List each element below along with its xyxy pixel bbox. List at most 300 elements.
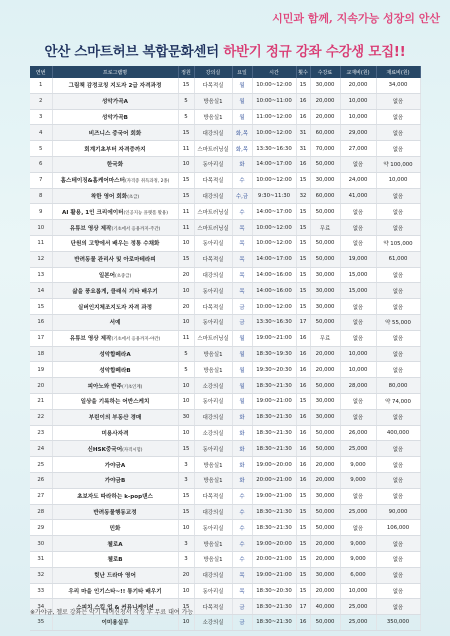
table-cell: 5 [30, 141, 52, 157]
table-cell: 7 [30, 172, 52, 188]
table-cell: 15 [296, 583, 310, 599]
course-name: 가야금B [104, 478, 126, 485]
column-header: 횟수 [296, 66, 310, 78]
table-cell: 소강의실 [194, 615, 232, 631]
table-cell: 9,000 [340, 536, 376, 552]
column-header: 교재비(원) [340, 66, 376, 78]
table-cell: 약 74,000 [376, 393, 420, 409]
course-name: 스피치 스킬 업 & 커뮤니케이션 [76, 604, 154, 611]
table-cell: 15 [296, 488, 310, 504]
table-cell: 15 [296, 283, 310, 299]
table-cell: 11:00~12:00 [252, 109, 296, 125]
course-name: 부린이의 부동산 경매 [88, 415, 142, 422]
table-cell: 목 [232, 583, 252, 599]
table-cell: 16 [30, 314, 52, 330]
course-name: 착한 영어 회화 [90, 193, 128, 200]
table-cell: 29 [30, 520, 52, 536]
course-name-cell [52, 172, 178, 188]
table-row [30, 267, 420, 283]
table-cell: 60,000 [310, 125, 340, 141]
course-name-cell [52, 251, 178, 267]
course-name-cell [52, 488, 178, 504]
course-name: 우리 마을 인기스타~!! 통기타 배우기 [68, 588, 162, 595]
table-cell: 90,000 [376, 504, 420, 520]
table-cell: 22 [30, 409, 52, 425]
course-subtitle: (자격시험) [122, 447, 143, 453]
table-row [30, 393, 420, 409]
course-name-cell [52, 267, 178, 283]
table-cell: 18:30~21:30 [252, 441, 296, 457]
table-cell: 50,000 [310, 425, 340, 441]
table-cell: 61,000 [376, 251, 420, 267]
table-cell: 10 [178, 425, 194, 441]
course-name: 홈스테이징&홈케어마스터 [60, 178, 125, 185]
table-cell: 30,000 [310, 393, 340, 409]
table-cell: 없음 [340, 409, 376, 425]
table-cell: 16 [296, 93, 310, 109]
table-row [30, 93, 420, 109]
table-cell: 금 [232, 299, 252, 315]
table-cell: 30,000 [310, 267, 340, 283]
table-row [30, 188, 420, 204]
table-cell: 16 [296, 472, 310, 488]
course-name-cell [52, 188, 178, 204]
table-cell: 40,000 [310, 599, 340, 615]
table-cell: 15 [296, 567, 310, 583]
course-name: 신HSK중국어 [87, 446, 123, 453]
table-cell: 16 [296, 109, 310, 125]
table-cell: 10,000 [340, 346, 376, 362]
table-cell: 2 [30, 93, 52, 109]
table-cell: 32 [296, 188, 310, 204]
table-cell: 수 [232, 172, 252, 188]
table-cell: 4 [30, 125, 52, 141]
table-cell: 14 [30, 283, 52, 299]
table-header-row [30, 66, 420, 78]
table-cell: 금 [232, 314, 252, 330]
table-cell: 대강의실 [194, 267, 232, 283]
table-cell: 15 [296, 299, 310, 315]
table-cell: 없음 [376, 567, 420, 583]
table-row [30, 314, 420, 330]
table-cell: 10 [178, 520, 194, 536]
table-cell: 5 [178, 109, 194, 125]
course-name-cell [52, 362, 178, 378]
table-cell: 6 [30, 156, 52, 172]
table-cell: 없음 [376, 125, 420, 141]
table-cell: 3 [30, 109, 52, 125]
table-cell: 5 [178, 362, 194, 378]
table-row [30, 78, 420, 93]
table-cell: 방음실1 [194, 362, 232, 378]
table-cell: 10:00~12:00 [252, 235, 296, 251]
table-cell: 50,000 [310, 504, 340, 520]
table-cell: 화 [232, 156, 252, 172]
course-name: 성악합페라B [99, 367, 131, 374]
table-cell: 없음 [340, 204, 376, 220]
table-cell: 대강의실 [194, 125, 232, 141]
course-name-cell [52, 125, 178, 141]
table-cell: 30,000 [310, 78, 340, 93]
course-name: 민화 [109, 525, 121, 532]
table-cell: 12 [30, 251, 52, 267]
table-cell: 없음 [376, 204, 420, 220]
course-name: 삶을 풍요롭게, 클래식 기타 배우기 [72, 288, 158, 295]
table-row [30, 283, 420, 299]
table-cell: 9,000 [340, 551, 376, 567]
table-cell: 다목적실 [194, 172, 232, 188]
course-name-cell [52, 109, 178, 125]
table-cell: 19:00~21:00 [252, 488, 296, 504]
course-name-cell [52, 425, 178, 441]
table-cell: 15 [296, 204, 310, 220]
course-name: 유튜브 영상 제작 [69, 225, 112, 232]
table-cell: 없음 [376, 599, 420, 615]
course-name-cell [52, 330, 178, 346]
table-cell: 13:30~16:30 [252, 141, 296, 157]
table-cell: 15 [296, 520, 310, 536]
table-cell: 6,000 [340, 567, 376, 583]
table-cell: 동아리실 [194, 520, 232, 536]
table-row [30, 346, 420, 362]
title-accent: 하반기 정규 강좌 수강생 모집!! [223, 44, 406, 60]
table-cell: 14:00~17:00 [252, 251, 296, 267]
table-row [30, 615, 420, 631]
table-cell: 20,000 [310, 346, 340, 362]
table-cell: 20,000 [310, 536, 340, 552]
table-cell: 소강의실 [194, 378, 232, 394]
table-cell: 15 [296, 393, 310, 409]
course-name-cell [52, 93, 178, 109]
table-row [30, 109, 420, 125]
table-cell: 수 [232, 504, 252, 520]
table-cell: 월 [232, 109, 252, 125]
table-cell: 50,000 [310, 251, 340, 267]
page-title [0, 40, 450, 60]
table-cell: 20 [178, 299, 194, 315]
table-cell: 29,000 [340, 125, 376, 141]
table-row [30, 235, 420, 251]
course-name-cell [52, 472, 178, 488]
table-cell: 다목적실 [194, 299, 232, 315]
table-cell: 10 [178, 283, 194, 299]
table-cell: 없음 [340, 299, 376, 315]
table-cell: 15 [30, 299, 52, 315]
table-cell: 화 [232, 441, 252, 457]
table-cell: 무료 [310, 220, 340, 236]
course-name: 첼로A [107, 541, 123, 548]
table-cell: 스마트러닝실 [194, 330, 232, 346]
table-cell: 14:00~16:00 [252, 267, 296, 283]
table-cell: 스마트러닝실 [194, 141, 232, 157]
table-cell: 15 [178, 488, 194, 504]
table-cell: 17 [30, 330, 52, 346]
table-cell: 25,000 [340, 504, 376, 520]
table-cell: 없음 [376, 488, 420, 504]
table-cell: 3 [178, 457, 194, 473]
table-cell: 목 [232, 220, 252, 236]
table-cell: 106,000 [376, 520, 420, 536]
course-subtitle: (자격증 취득과정, 2종) [124, 179, 170, 185]
table-cell: 15 [178, 504, 194, 520]
table-cell: 27,000 [340, 141, 376, 157]
table-row [30, 299, 420, 315]
table-cell: 동아리실 [194, 283, 232, 299]
table-cell: 19:00~21:00 [252, 567, 296, 583]
table-cell: 18:30~19:30 [252, 346, 296, 362]
table-cell: 다목적실 [194, 78, 232, 93]
table-cell: 없음 [376, 551, 420, 567]
table-cell: 월 [232, 346, 252, 362]
table-cell: 9:30~11:30 [252, 188, 296, 204]
table-cell: 18 [30, 346, 52, 362]
table-cell: 50,000 [310, 520, 340, 536]
course-name-cell [52, 141, 178, 157]
table-cell: 19:00~20:00 [252, 536, 296, 552]
table-cell: 수 [232, 551, 252, 567]
column-header: 프로그램명 [52, 66, 178, 78]
table-cell: 대강의실 [194, 567, 232, 583]
table-cell: 10:00~12:00 [252, 172, 296, 188]
table-cell: 24,000 [340, 172, 376, 188]
table-cell: 15 [296, 251, 310, 267]
table-cell: 16 [296, 346, 310, 362]
table-row [30, 409, 420, 425]
table-cell: 10:00~12:00 [252, 220, 296, 236]
table-cell: 30,000 [310, 488, 340, 504]
table-cell: 25,000 [340, 615, 376, 631]
table-cell: 20 [178, 567, 194, 583]
table-row [30, 125, 420, 141]
table-cell: 10:00~12:00 [252, 125, 296, 141]
table-cell: 없음 [376, 220, 420, 236]
table-cell: 5 [178, 93, 194, 109]
table-cell: 21 [30, 393, 52, 409]
table-cell: 16 [296, 441, 310, 457]
course-table [30, 66, 421, 631]
table-cell: 월 [232, 378, 252, 394]
table-cell: 20,000 [310, 551, 340, 567]
table-cell: 없음 [376, 141, 420, 157]
table-row [30, 156, 420, 172]
table-cell: 16 [296, 156, 310, 172]
table-cell: 20:00~21:00 [252, 551, 296, 567]
table-cell: 50,000 [310, 378, 340, 394]
course-name-cell [52, 220, 178, 236]
table-row [30, 204, 420, 220]
table-cell: 10 [178, 314, 194, 330]
table-cell: 15 [296, 267, 310, 283]
table-cell: 20,000 [310, 472, 340, 488]
table-cell: 14:00~17:00 [252, 204, 296, 220]
course-name: 반려동물행동교정 [93, 509, 137, 516]
table-cell: 금 [232, 599, 252, 615]
course-subtitle: (초급) [127, 194, 140, 200]
table-row [30, 567, 420, 583]
course-name: 피아노와 반주 [87, 383, 122, 390]
table-cell: 5 [178, 346, 194, 362]
table-cell: 9,000 [340, 457, 376, 473]
table-cell: 없음 [376, 457, 420, 473]
table-cell: 11 [178, 141, 194, 157]
table-cell: 월 [232, 393, 252, 409]
table-cell: 35 [30, 615, 52, 631]
table-cell: 18:30~21:30 [252, 520, 296, 536]
table-cell: 방음실1 [194, 536, 232, 552]
table-cell: 16 [296, 362, 310, 378]
table-cell: 10 [30, 220, 52, 236]
table-cell: 대강의실 [194, 188, 232, 204]
table-cell: 16 [296, 425, 310, 441]
table-cell: 없음 [340, 488, 376, 504]
table-cell: 방음실1 [194, 346, 232, 362]
table-cell: 18:30~21:30 [252, 378, 296, 394]
table-row [30, 504, 420, 520]
table-cell: 없음 [376, 283, 420, 299]
table-cell: 9 [30, 204, 52, 220]
table-cell: 26 [30, 472, 52, 488]
course-name-cell [52, 583, 178, 599]
table-cell: 약 100,000 [376, 156, 420, 172]
table-cell: 30,000 [310, 409, 340, 425]
table-cell: 금 [232, 615, 252, 631]
table-cell: 10,000 [376, 172, 420, 188]
table-cell: 30 [30, 536, 52, 552]
table-cell: 15 [296, 78, 310, 93]
table-cell: 50,000 [310, 235, 340, 251]
table-row [30, 141, 420, 157]
table-cell: 8 [30, 188, 52, 204]
column-header: 수강료 [310, 66, 340, 78]
table-cell: 무료 [310, 330, 340, 346]
table-cell: 32 [30, 567, 52, 583]
table-row [30, 441, 420, 457]
course-name: 초보자도 따라하는 k-pop댄스 [77, 494, 153, 501]
table-cell: 목 [232, 283, 252, 299]
table-cell: 20,000 [310, 583, 340, 599]
course-name-cell [52, 551, 178, 567]
table-cell: 화 [232, 472, 252, 488]
table-cell: 18:30~21:30 [252, 504, 296, 520]
table-cell: 17 [296, 599, 310, 615]
column-header: 연번 [30, 66, 52, 78]
table-cell: 약 105,000 [376, 235, 420, 251]
table-cell: 동아리실 [194, 314, 232, 330]
table-cell: 없음 [340, 156, 376, 172]
table-body [30, 78, 420, 630]
title-main: 안산 스마트허브 복합문화센터 [44, 44, 224, 60]
table-cell: 없음 [376, 330, 420, 346]
course-name: 가야금A [104, 462, 126, 469]
table-cell: 60,000 [310, 188, 340, 204]
course-name: 실버인지체조지도자 자격 과정 [77, 304, 153, 311]
table-cell: 19:00~21:00 [252, 393, 296, 409]
table-row [30, 583, 420, 599]
course-name: 단원의 고향에서 배우는 정통 수채화 [70, 241, 160, 248]
table-cell: 14:00~17:00 [252, 156, 296, 172]
table-cell: 25 [30, 457, 52, 473]
table-cell: 수 [232, 520, 252, 536]
course-name: 일본어 [98, 272, 116, 279]
table-cell: 10:00~12:00 [252, 78, 296, 93]
table-cell: 20,000 [310, 109, 340, 125]
course-subtitle: (초중급) [115, 273, 132, 279]
course-name: 반려동물 관리사 및 아로마테라피 [74, 257, 156, 264]
column-header: 시간 [252, 66, 296, 78]
table-cell: 10,000 [340, 93, 376, 109]
table-cell: 없음 [376, 188, 420, 204]
table-cell: 15 [178, 251, 194, 267]
table-cell: 동아리실 [194, 441, 232, 457]
table-cell: 11 [178, 330, 194, 346]
table-cell: 34,000 [376, 78, 420, 93]
table-cell: 16 [296, 457, 310, 473]
table-cell: 31 [296, 125, 310, 141]
course-name: 비즈니스 중국어 회화 [88, 130, 142, 137]
course-name: 성악합페라A [99, 351, 131, 358]
table-cell: 16 [296, 378, 310, 394]
table-cell: 15 [296, 504, 310, 520]
table-cell: 18:30~21:30 [252, 425, 296, 441]
table-cell: 없음 [376, 267, 420, 283]
course-name-cell [52, 204, 178, 220]
course-name: AI 활용, 1인 크리에이터 [62, 209, 124, 216]
table-cell: 없음 [340, 393, 376, 409]
table-row [30, 220, 420, 236]
course-name-cell [52, 393, 178, 409]
course-name-cell [52, 409, 178, 425]
table-cell: 15 [178, 78, 194, 93]
table-cell: 13 [30, 267, 52, 283]
table-cell: 30,000 [310, 567, 340, 583]
table-cell: 월 [232, 93, 252, 109]
table-cell: 30,000 [310, 172, 340, 188]
course-name-cell [52, 441, 178, 457]
table-row [30, 520, 420, 536]
table-cell: 1 [30, 78, 52, 93]
table-cell: 3 [178, 536, 194, 552]
table-cell: 없음 [340, 314, 376, 330]
course-subtitle: (기초인계) [121, 384, 143, 390]
table-cell: 대강의실 [194, 409, 232, 425]
table-row [30, 362, 420, 378]
course-name: 회계기초부터 자격증까지 [84, 146, 146, 153]
table-cell: 15 [296, 220, 310, 236]
course-subtitle: (인공지능 플랫폼 활용) [123, 210, 168, 216]
table-cell: 20,000 [310, 362, 340, 378]
table-cell: 없음 [376, 93, 420, 109]
course-name: 힛난 드라마 영어 [94, 573, 136, 580]
table-cell: 18:30~21:30 [252, 409, 296, 425]
table-cell: 없음 [340, 220, 376, 236]
table-cell: 18:30~21:30 [252, 599, 296, 615]
table-cell: 20,000 [310, 93, 340, 109]
table-cell: 없음 [376, 583, 420, 599]
table-row [30, 457, 420, 473]
course-name: 한국화 [106, 162, 124, 169]
course-name-cell [52, 520, 178, 536]
course-name-cell [52, 299, 178, 315]
table-cell: 19:00~21:00 [252, 330, 296, 346]
course-name-cell [52, 378, 178, 394]
table-cell: 9,000 [340, 472, 376, 488]
table-cell: 없음 [376, 536, 420, 552]
table-cell: 20,000 [310, 457, 340, 473]
table-cell: 23 [30, 425, 52, 441]
slogan: 시민과 함께, 지속가능 성장의 안산 [272, 12, 440, 25]
table-cell: 목 [232, 251, 252, 267]
table-cell: 19,000 [340, 251, 376, 267]
